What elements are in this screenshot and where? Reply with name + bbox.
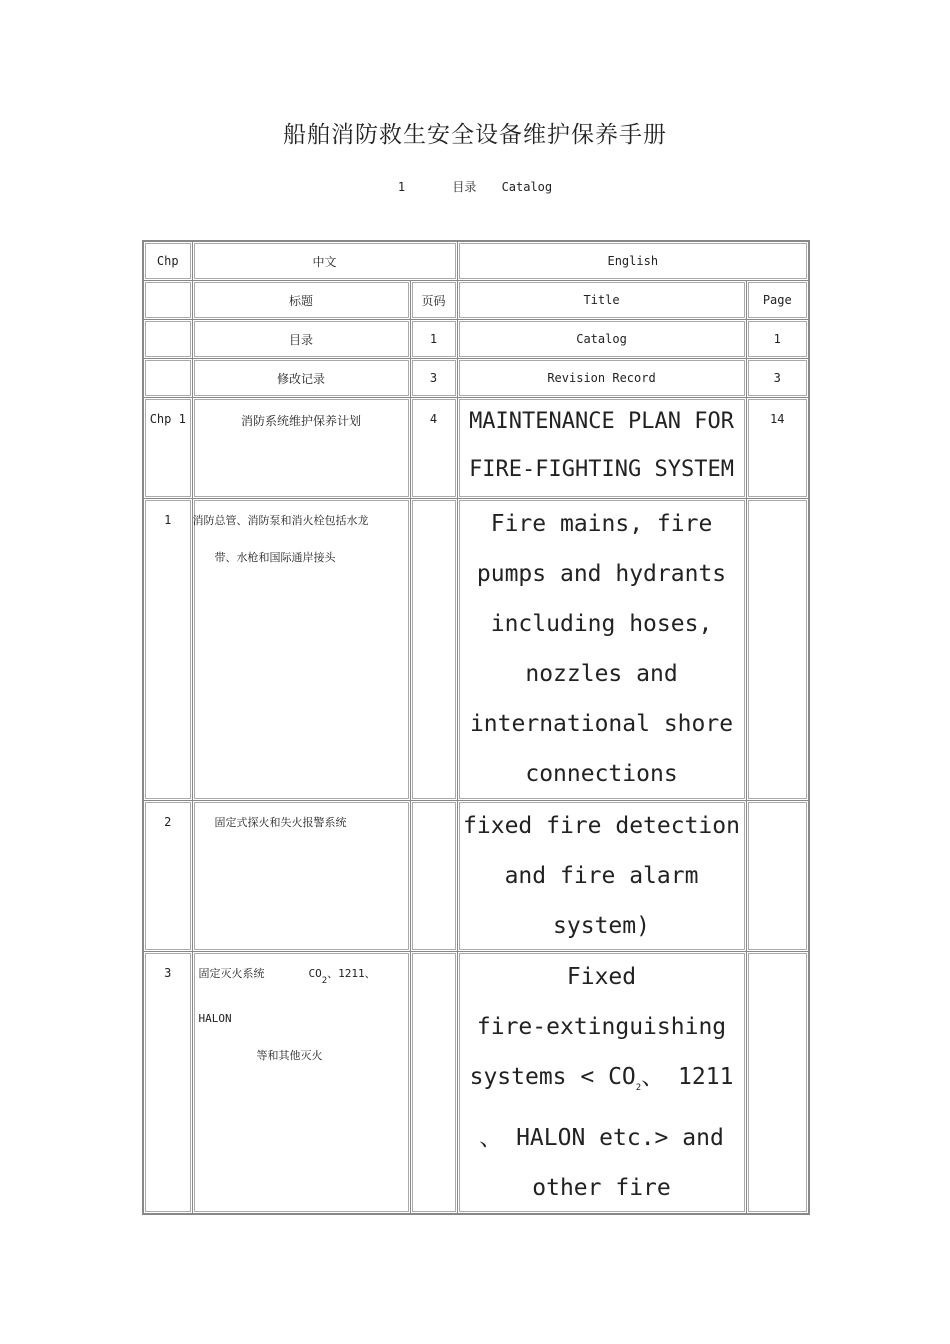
row-page-cn bbox=[410, 801, 457, 952]
row-title-cn: 固定式探火和失火报警系统 bbox=[192, 801, 410, 952]
table-row bbox=[143, 499, 809, 801]
catalog-heading bbox=[0, 178, 950, 195]
row-title-en: fixed fire detection and fire alarm system) bbox=[457, 801, 746, 952]
row-chp: 2 bbox=[143, 801, 192, 952]
row-title-en: MAINTENANCE PLAN FOR FIRE-FIGHTING SYSTEM bbox=[457, 398, 746, 499]
catalog-label-en: Catalog bbox=[501, 180, 553, 194]
row-chp: 3 bbox=[143, 952, 192, 1215]
row-chp bbox=[143, 359, 192, 398]
row-page-en: 14 bbox=[746, 398, 809, 499]
row-page-en: 1 bbox=[746, 320, 809, 359]
subheader-empty bbox=[143, 281, 192, 320]
row-title-cn: 目录 bbox=[192, 320, 410, 359]
row-page-cn: 4 bbox=[410, 398, 457, 499]
table-header-row bbox=[143, 241, 809, 281]
row-title-en: Catalog bbox=[457, 320, 746, 359]
row-chp: Chp 1 bbox=[143, 398, 192, 499]
row-page-en: 3 bbox=[746, 359, 809, 398]
row-title-cn: 消防系统维护保养计划 bbox=[192, 398, 410, 499]
row-title-cn: 修改记录 bbox=[192, 359, 410, 398]
row-page-cn: 1 bbox=[410, 320, 457, 359]
subheader-title-en: Title bbox=[457, 281, 746, 320]
catalog-label-cn: 目录 bbox=[452, 180, 477, 194]
row-page-en bbox=[746, 801, 809, 952]
catalog-number: 1 bbox=[397, 180, 406, 194]
document-title: 船舶消防救生安全设备维护保养手册 bbox=[283, 122, 667, 148]
row-page-cn bbox=[410, 952, 457, 1215]
table-subheader-row bbox=[143, 281, 809, 320]
table-row bbox=[143, 952, 809, 1215]
row-chp bbox=[143, 320, 192, 359]
subheader-page-cn: 页码 bbox=[410, 281, 457, 320]
row-title-en: Fixed fire-extinguishing systems < $CO_2$、 1211 、 HALON etc.> and other fire bbox=[457, 952, 746, 1215]
table-row bbox=[143, 398, 809, 499]
header-chp: Chp bbox=[143, 241, 192, 281]
row-page-en bbox=[746, 952, 809, 1215]
row-page-en bbox=[746, 499, 809, 801]
row-page-cn bbox=[410, 499, 457, 801]
header-chinese: 中文 bbox=[192, 241, 457, 281]
table-row bbox=[143, 801, 809, 952]
row-title-cn: 固定灭火系统 $CO_2$、1211、 HALON 等和其他灭火 bbox=[192, 952, 410, 1215]
table-row bbox=[143, 320, 809, 359]
row-chp: 1 bbox=[143, 499, 192, 801]
subheader-page-en: Page bbox=[746, 281, 809, 320]
catalog-table bbox=[142, 240, 810, 1215]
row-title-cn: 消防总管、消防泵和消火栓包括水龙 带、水枪和国际通岸接头 bbox=[192, 499, 410, 801]
row-page-cn: 3 bbox=[410, 359, 457, 398]
row-title-en: Revision Record bbox=[457, 359, 746, 398]
row-title-en: Fire mains, fire pumps and hydrants including hoses, nozzles and international shore connections bbox=[457, 499, 746, 801]
table-row bbox=[143, 359, 809, 398]
subheader-title-cn: 标题 bbox=[192, 281, 410, 320]
header-english: English bbox=[457, 241, 809, 281]
